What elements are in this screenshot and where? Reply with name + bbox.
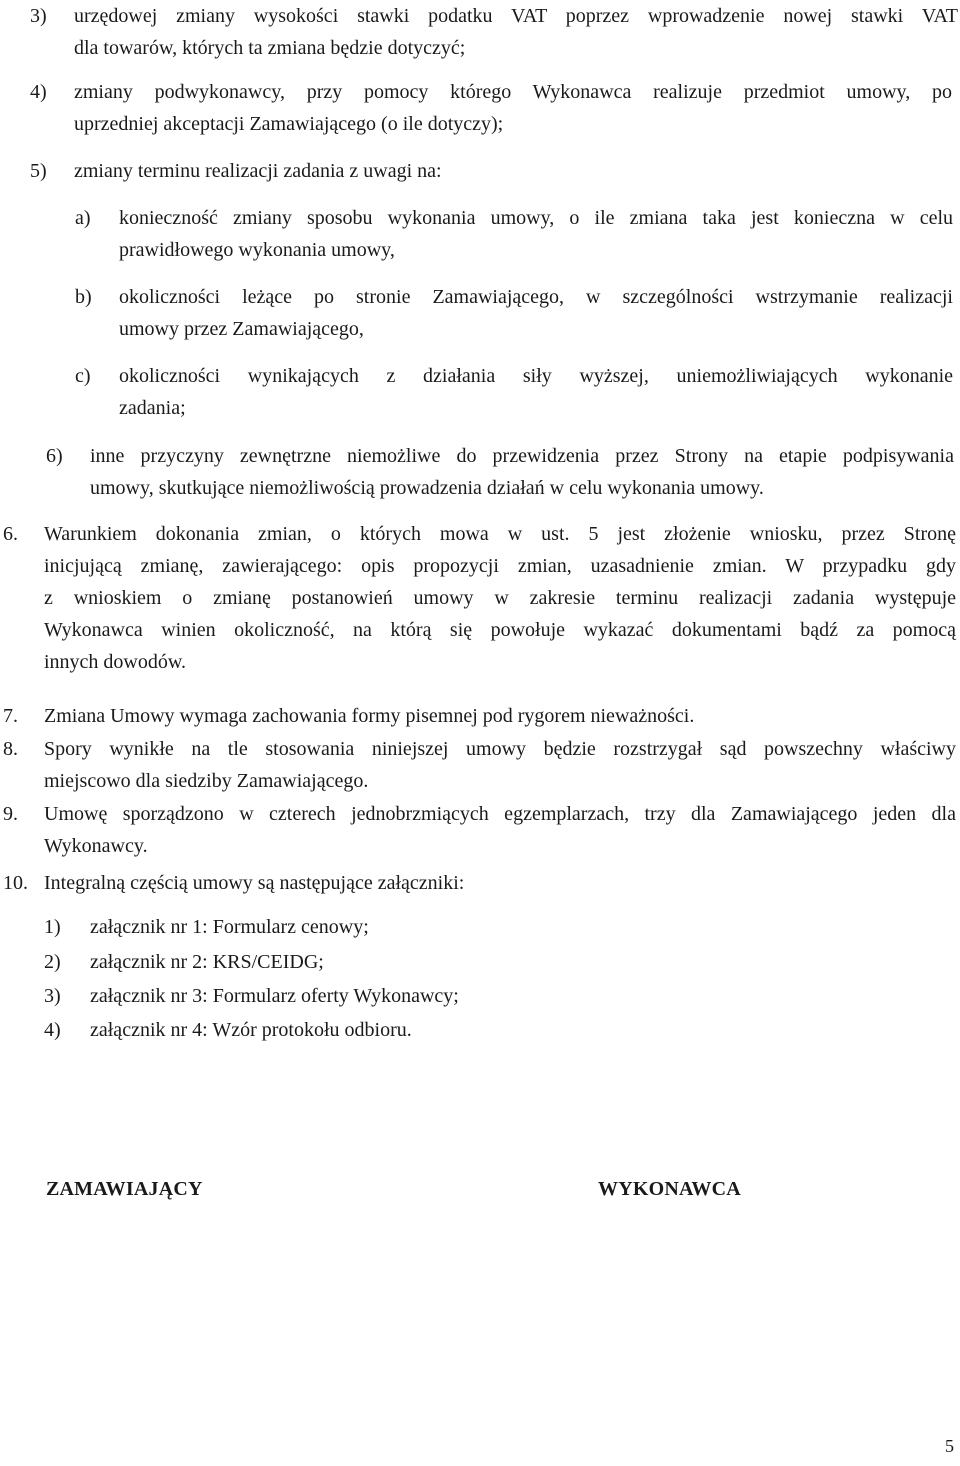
list-item-number: c) [75,365,91,387]
paragraph-number: 7. [3,705,18,727]
list-item-number: a) [75,207,91,229]
paragraph-number: 8. [3,738,18,760]
list-item-number: 6) [46,445,63,467]
list-item-line: zmiany terminu realizacji zadania z uwagi na: [74,160,442,182]
paragraph-number: 9. [3,803,18,825]
attachment-item [44,946,924,978]
list-item [30,155,930,187]
list-item-number: 4) [30,81,47,103]
numbered-paragraph [3,733,956,797]
list-item [30,0,958,64]
list-item [75,360,953,424]
attachment-number: 4) [44,1019,61,1041]
attachment-number: 2) [44,951,61,973]
list-item-line: konieczność zmiany sposobu wykonania umowy, o ile zmiana taka jest konieczna w celu [119,207,953,229]
paragraph-line: Integralną częścią umowy są następujące załączniki: [44,872,465,894]
list-item-line: okoliczności wynikających z działania siły wyższej, uniemożliwiających wykonanie [119,365,953,387]
paragraph-line: inicjującą zmianę, zawierającego: opis propozycji zmian, uzasadnienie zmian. W przypadku gdy [44,555,956,577]
attachment-label: załącznik nr 1: Formularz cenowy; [90,916,369,938]
list-item-line: zadania; [119,397,186,419]
attachment-item [44,911,924,943]
list-item [75,281,953,345]
list-item-line: umowy przez Zamawiającego, [119,318,364,340]
paragraph-line: z wnioskiem o zmianę postanowień umowy w zakresie terminu realizacji zadania występuje [44,587,956,609]
paragraph-number: 10. [3,872,28,894]
numbered-paragraph [3,518,956,678]
paragraph-line: Umowę sporządzono w czterech jednobrzmiących egzemplarzach, trzy dla Zamawiającego jeden dla [44,803,956,825]
list-item [30,76,952,140]
list-item-line: zmiany podwykonawcy, przy pomocy którego Wykonawca realizuje przedmiot umowy, po [74,81,952,103]
numbered-paragraph [3,700,943,732]
attachment-label: załącznik nr 2: KRS/CEIDG; [90,951,324,973]
attachment-label: załącznik nr 3: Formularz oferty Wykonawcy; [90,985,459,1007]
numbered-paragraph [3,798,956,862]
list-item-line: prawidłowego wykonania umowy, [119,239,395,261]
list-item-line: okoliczności leżące po stronie Zamawiającego, w szczególności wstrzymanie realizacji [119,286,953,308]
page-number: 5 [945,1436,954,1456]
paragraph-line: Wykonawca winien okoliczność, na którą się powołuje wykazać dokumentami bądź za pomocą [44,619,956,641]
attachment-number: 1) [44,916,61,938]
list-item-line: umowy, skutkujące niemożliwością prowadzenia działań w celu wykonania umowy. [90,477,764,499]
attachment-item [44,1014,924,1046]
paragraph-line: innych dowodów. [44,651,187,673]
list-item-number: 5) [30,160,47,182]
list-item [46,440,954,504]
signature-label-right: WYKONAWCA [598,1178,741,1200]
attachment-label: załącznik nr 4: Wzór protokołu odbioru. [90,1019,412,1041]
paragraph-line: miejscowo dla siedziby Zamawiającego. [44,770,369,792]
attachment-item [44,980,924,1012]
paragraph-line: Spory wynikłe na tle stosowania niniejszej umowy będzie rozstrzygał sąd powszechny właściwy [44,738,956,760]
list-item-line: dla towarów, których ta zmiana będzie dotyczyć; [74,37,466,59]
paragraph-line: Wykonawcy. [44,835,148,857]
list-item-line: urzędowej zmiany wysokości stawki podatku VAT poprzez wprowadzenie nowej stawki VAT [74,5,958,27]
list-item-number: 3) [30,5,47,27]
list-item-line: inne przyczyny zewnętrzne niemożliwe do przewidzenia przez Strony na etapie podpisywania [90,445,954,467]
paragraph-number: 6. [3,523,18,545]
list-item [75,202,953,266]
attachment-number: 3) [44,985,61,1007]
paragraph-line: Warunkiem dokonania zmian, o których mowa w ust. 5 jest złożenie wniosku, przez Stronę [44,523,956,545]
list-item-line: uprzedniej akceptacji Zamawiającego (o ile dotyczy); [74,113,504,135]
signature-label-left: ZAMAWIAJĄCY [46,1178,203,1200]
list-item-number: b) [75,286,92,308]
paragraph-line: Zmiana Umowy wymaga zachowania formy pisemnej pod rygorem nieważności. [44,705,695,727]
numbered-paragraph [3,867,943,899]
